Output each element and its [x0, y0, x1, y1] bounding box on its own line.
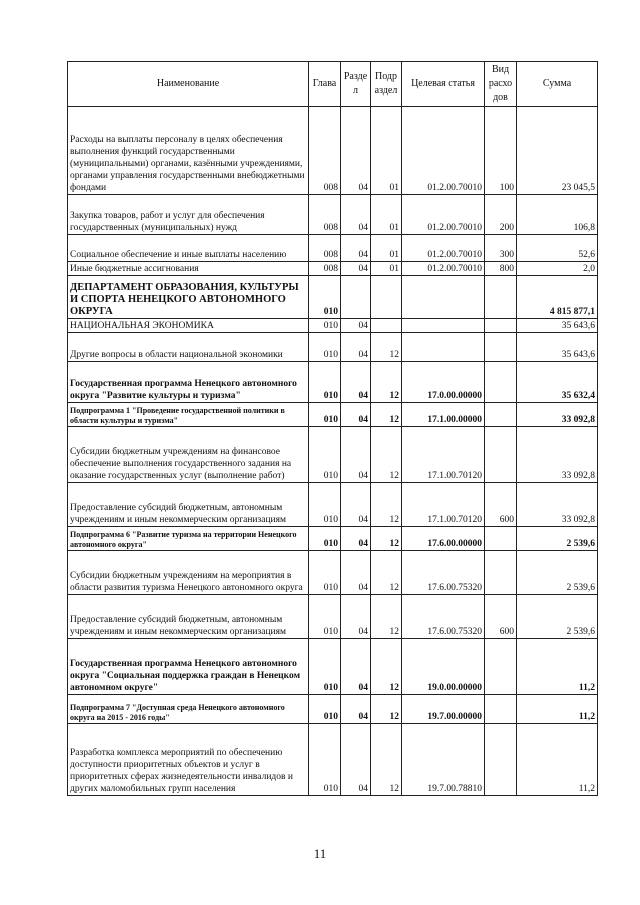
- row-exptype: [485, 319, 517, 333]
- row-chapter: 010: [309, 527, 341, 551]
- row-section: 04: [341, 551, 371, 595]
- row-section: 04: [341, 483, 371, 527]
- row-sum: 35 632,4: [517, 362, 598, 403]
- row-chapter: 010: [309, 595, 341, 639]
- row-subsection: 01: [371, 262, 402, 276]
- row-sum: 2 539,6: [517, 527, 598, 551]
- row-section: 04: [341, 362, 371, 403]
- row-section: 04: [341, 695, 371, 724]
- budget-table: [67, 61, 598, 796]
- table-row: [68, 276, 598, 319]
- table-row: [68, 695, 598, 724]
- header-sum: Сумма: [517, 62, 598, 107]
- row-subsection: 12: [371, 724, 402, 796]
- row-section: 04: [341, 639, 371, 695]
- table-row: [68, 403, 598, 427]
- row-sum: 33 092,8: [517, 483, 598, 527]
- row-name: Другие вопросы в области национальной экономики: [68, 333, 309, 362]
- row-section: 04: [341, 427, 371, 483]
- row-name: Государственная программа Ненецкого автономного округа "Социальная поддержка граждан в Ненецком автономном округе": [68, 639, 309, 695]
- row-exptype: 100: [485, 107, 517, 195]
- header-exptype: Вид расхо дов: [485, 62, 517, 107]
- table-row: [68, 262, 598, 276]
- row-sum: 2 539,6: [517, 551, 598, 595]
- row-name: Подпрограмма 1 "Проведение государственной политики в области культуры и туризма": [68, 403, 309, 427]
- table-row: [68, 483, 598, 527]
- row-target: 19.0.00.00000: [402, 639, 485, 695]
- table-row: [68, 107, 598, 195]
- row-sum: 2 539,6: [517, 595, 598, 639]
- row-subsection: 01: [371, 235, 402, 262]
- row-subsection: 12: [371, 639, 402, 695]
- table-row: [68, 551, 598, 595]
- row-subsection: 12: [371, 362, 402, 403]
- row-name: Закупка товаров, работ и услуг для обеспечения государственных (муниципальных) нужд: [68, 195, 309, 235]
- header-section: Разде л: [341, 62, 371, 107]
- row-exptype: [485, 427, 517, 483]
- table-row: [68, 427, 598, 483]
- row-section: 04: [341, 333, 371, 362]
- table-header-row: [68, 62, 598, 107]
- row-chapter: 010: [309, 403, 341, 427]
- row-target: 19.7.00.00000: [402, 695, 485, 724]
- row-exptype: [485, 333, 517, 362]
- row-sum: 2,0: [517, 262, 598, 276]
- row-exptype: 800: [485, 262, 517, 276]
- row-subsection: 01: [371, 107, 402, 195]
- row-name: Предоставление субсидий бюджетным, автономным учреждениям и иным некоммерческим организациям: [68, 595, 309, 639]
- row-name: Субсидии бюджетным учреждениям на финансовое обеспечение выполнения государственного задания на оказание государственных услуг (выполнение работ): [68, 427, 309, 483]
- row-name: Государственная программа Ненецкого автономного округа "Развитие культуры и туризма": [68, 362, 309, 403]
- row-sum: 4 815 877,1: [517, 276, 598, 319]
- row-subsection: 12: [371, 527, 402, 551]
- row-exptype: [485, 362, 517, 403]
- row-target: 01.2.00.70010: [402, 195, 485, 235]
- row-sum: 33 092,8: [517, 427, 598, 483]
- row-target: 17.6.00.75320: [402, 595, 485, 639]
- row-sum: 11,2: [517, 695, 598, 724]
- row-target: [402, 333, 485, 362]
- row-name: Иные бюджетные ассигнования: [68, 262, 309, 276]
- row-subsection: 12: [371, 595, 402, 639]
- row-sum: 33 092,8: [517, 403, 598, 427]
- row-exptype: [485, 403, 517, 427]
- row-sum: 52,6: [517, 235, 598, 262]
- row-section: 04: [341, 195, 371, 235]
- row-sum: 11,2: [517, 639, 598, 695]
- row-name: НАЦИОНАЛЬНАЯ ЭКОНОМИКА: [68, 319, 309, 333]
- table-row: [68, 527, 598, 551]
- row-section: 04: [341, 403, 371, 427]
- row-target: 17.6.00.75320: [402, 551, 485, 595]
- row-chapter: 010: [309, 695, 341, 724]
- row-chapter: 010: [309, 362, 341, 403]
- row-subsection: 12: [371, 403, 402, 427]
- header-subsection: Подр аздел: [371, 62, 402, 107]
- row-sum: 35 643,6: [517, 333, 598, 362]
- row-subsection: 12: [371, 551, 402, 595]
- row-chapter: 008: [309, 107, 341, 195]
- row-target: 01.2.00.70010: [402, 262, 485, 276]
- row-name: ДЕПАРТАМЕНТ ОБРАЗОВАНИЯ, КУЛЬТУРЫ И СПОРТА НЕНЕЦКОГО АВТОНОМНОГО ОКРУГА: [68, 276, 309, 319]
- row-sum: 35 643,6: [517, 319, 598, 333]
- row-target: [402, 276, 485, 319]
- table-row: [68, 235, 598, 262]
- row-chapter: 010: [309, 427, 341, 483]
- row-target: 17.1.00.70120: [402, 483, 485, 527]
- row-name: Разработка комплекса мероприятий по обеспечению доступности приоритетных объектов и услуг в приоритетных сферах жизнедеятельности инвалидов и других маломобильных групп населения: [68, 724, 309, 796]
- row-exptype: [485, 724, 517, 796]
- row-exptype: [485, 276, 517, 319]
- row-target: 17.1.00.00000: [402, 403, 485, 427]
- row-name: Подпрограмма 6 "Развитие туризма на территории Ненецкого автономного округа": [68, 527, 309, 551]
- row-section: 04: [341, 262, 371, 276]
- row-sum: 106,8: [517, 195, 598, 235]
- row-name: Предоставление субсидий бюджетным, автономным учреждениям и иным некоммерческим организациям: [68, 483, 309, 527]
- row-exptype: [485, 527, 517, 551]
- row-name: Социальное обеспечение и иные выплаты населению: [68, 235, 309, 262]
- row-subsection: 12: [371, 483, 402, 527]
- table-row: [68, 724, 598, 796]
- table-row: [68, 639, 598, 695]
- row-target: 17.0.00.00000: [402, 362, 485, 403]
- row-exptype: [485, 551, 517, 595]
- table-row: [68, 595, 598, 639]
- row-chapter: 010: [309, 551, 341, 595]
- row-chapter: 008: [309, 195, 341, 235]
- row-subsection: 12: [371, 333, 402, 362]
- header-name: Наименование: [68, 62, 309, 107]
- row-subsection: [371, 276, 402, 319]
- row-target: [402, 319, 485, 333]
- table-row: [68, 362, 598, 403]
- row-section: [341, 276, 371, 319]
- row-target: 01.2.00.70010: [402, 235, 485, 262]
- row-exptype: [485, 639, 517, 695]
- row-chapter: 010: [309, 319, 341, 333]
- row-chapter: 008: [309, 262, 341, 276]
- row-section: 04: [341, 319, 371, 333]
- row-subsection: [371, 319, 402, 333]
- row-exptype: 600: [485, 483, 517, 527]
- row-name: Субсидии бюджетным учреждениям на мероприятия в области развития туризма Ненецкого автономного округа: [68, 551, 309, 595]
- row-section: 04: [341, 724, 371, 796]
- row-subsection: 12: [371, 695, 402, 724]
- row-chapter: 010: [309, 724, 341, 796]
- row-subsection: 01: [371, 195, 402, 235]
- row-target: 19.7.00.78810: [402, 724, 485, 796]
- row-name: Подпрограмма 7 "Доступная среда Ненецкого автономного округа на 2015 - 2016 годы": [68, 695, 309, 724]
- row-target: 01.2.00.70010: [402, 107, 485, 195]
- row-exptype: [485, 695, 517, 724]
- page-number: 11: [313, 846, 327, 861]
- row-chapter: 008: [309, 235, 341, 262]
- row-subsection: 12: [371, 427, 402, 483]
- row-exptype: 600: [485, 595, 517, 639]
- row-name: Расходы на выплаты персоналу в целях обеспечения выполнения функций государственными (муниципальными) органами, казёнными учреждениями, органами управления государственными внебюджетными фондами: [68, 107, 309, 195]
- row-chapter: 010: [309, 276, 341, 319]
- row-chapter: 010: [309, 639, 341, 695]
- row-sum: 11,2: [517, 724, 598, 796]
- table-row: [68, 319, 598, 333]
- row-exptype: 200: [485, 195, 517, 235]
- row-section: 04: [341, 107, 371, 195]
- table-row: [68, 195, 598, 235]
- header-target: Целевая статья: [402, 62, 485, 107]
- row-section: 04: [341, 527, 371, 551]
- row-exptype: 300: [485, 235, 517, 262]
- row-chapter: 010: [309, 333, 341, 362]
- row-section: 04: [341, 595, 371, 639]
- header-chapter: Глава: [309, 62, 341, 107]
- table-row: [68, 333, 598, 362]
- row-target: 17.1.00.70120: [402, 427, 485, 483]
- row-target: 17.6.00.00000: [402, 527, 485, 551]
- row-chapter: 010: [309, 483, 341, 527]
- row-section: 04: [341, 235, 371, 262]
- row-sum: 23 045,5: [517, 107, 598, 195]
